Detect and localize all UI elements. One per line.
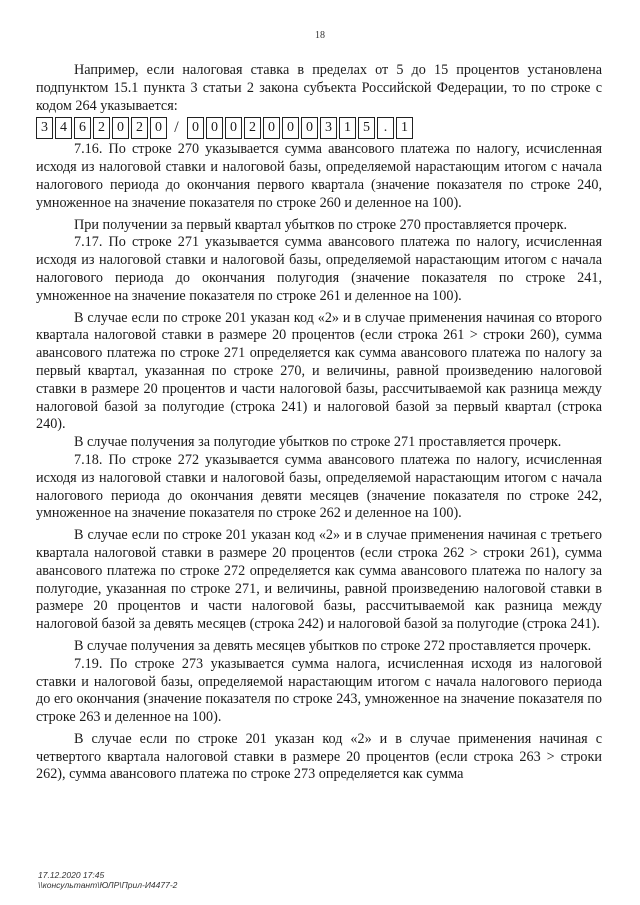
code-cell: 5 — [358, 117, 375, 139]
code-cell: 1 — [339, 117, 356, 139]
footer-date: 17.12.2020 17:45 — [38, 870, 105, 880]
paragraph-272-loss: В случае получения за девять месяцев убытков по строке 272 проставляется прочерк. — [74, 637, 592, 654]
document-footer — [38, 870, 177, 890]
code-cell: 0 — [206, 117, 223, 139]
code-boxes — [36, 116, 602, 140]
code-cell: 0 — [263, 117, 280, 139]
code-cell: 0 — [112, 117, 129, 139]
paragraph-271-loss: В случае получения за полугодие убытков по строке 271 проставляется прочерк. — [74, 434, 562, 451]
paragraph-270-loss: При получении за первый квартал убытков по строке 270 проставляется прочерк. — [74, 216, 568, 233]
intro-paragraph: Например, если налоговая ставка в пределах от 5 до 15 процентов установлена подпунктом 15.1 пункта 3 статьи 2 закона субъекта Российской Федерации, то по строке с кодом 264 указывается: — [36, 62, 602, 114]
code-cell: 4 — [55, 117, 72, 139]
code-separator: / — [174, 119, 179, 137]
paragraph-7-18: 7.18. По строке 272 указывается сумма авансового платежа по налогу, исчисленная исходя из налоговой ставки и налоговой базы, определяемой нарастающим итогом с начала налогового периода до окончания девяти месяцев (значение показателя по строке 242, умноженное на значение показателя по строке 262 и деленное на 100). — [36, 451, 602, 522]
code-cell: 0 — [282, 117, 299, 139]
code-cell: 3 — [36, 117, 53, 139]
document-body — [36, 62, 602, 784]
paragraph-7-19: 7.19. По строке 273 указывается сумма налога, исчисленная исходя из налоговой ставки и налоговой базы, определяемой нарастающим итогом с начала налогового периода до его окончания (значение показателя по строке 243, умноженное на значение показателя по строке 263 и деленное на 100). — [36, 655, 602, 726]
code-cell: 2 — [131, 117, 148, 139]
code-cell: 2 — [244, 117, 261, 139]
page-number: 18 — [315, 30, 325, 41]
code-cell: 0 — [187, 117, 204, 139]
code-cell: 0 — [225, 117, 242, 139]
paragraph-271-code2: В случае если по строке 201 указан код «2» и в случае применения начиная со второго квартала налоговой ставки в размере 20 процентов (если строка 261 > строки 260), сумма авансового платежа по строке 271 определяется как сумма авансового платежа по налогу за первый квартал, указанная по строке 270, и величины, равной произведению налоговой ставки в размере 20 процентов и части налоговой базы, рассчитываемой как разница между налоговой базой за полугодие (строка 241) и налоговой базой за первый квартал (строка 240). — [36, 309, 602, 433]
paragraph-273-code2: В случае если по строке 201 указан код «2» и в случае применения начиная с четвертого квартала налоговой ставки в размере 20 процентов (если строка 263 > строки 262), сумма авансового платежа по строке 273 определяется как сумма — [36, 730, 602, 783]
code-cell: 6 — [74, 117, 91, 139]
code-cell: 1 — [396, 117, 413, 139]
footer-path: \\консультант\ЮЛР\Прил-И4477-2 — [38, 880, 178, 890]
paragraph-7-17: 7.17. По строке 271 указывается сумма авансового платежа по налогу, исчисленная исходя из налоговой ставки и налоговой базы, определяемой нарастающим итогом с начала налогового периода до окончания полугодия (значение показателя по строке 241, умноженное на значение показателя по строке 261 и деленное на 100). — [36, 234, 602, 304]
code-cell: 0 — [301, 117, 318, 139]
code-cell: . — [377, 117, 394, 139]
paragraph-272-code2: В случае если по строке 201 указан код «2» и в случае применения начиная с третьего квартала налоговой ставки в размере 20 процентов (если строка 262 > строки 261), сумма авансового платежа по строке 272 определяется как сумма авансового платежа по налогу за полугодие, указанная по строке 271, и величины, равной произведению налоговой ставки в размере 20 процентов и части налоговой базы, рассчитываемой как разница между налоговой базой за девять месяцев (строка 242) и налоговой базой за полугодие (строка 241). — [36, 527, 602, 633]
code-cell: 2 — [93, 117, 110, 139]
code-cell: 3 — [320, 117, 337, 139]
code-cell: 0 — [150, 117, 167, 139]
paragraph-7-16: 7.16. По строке 270 указывается сумма авансового платежа по налогу, исчисленная исходя из налоговой ставки и налоговой базы, определяемой нарастающим итогом с начала налогового периода до окончания первого квартала (значение показателя по строке 240, умноженное на значение показателя по строке 260 и деленное на 100). — [36, 141, 602, 211]
